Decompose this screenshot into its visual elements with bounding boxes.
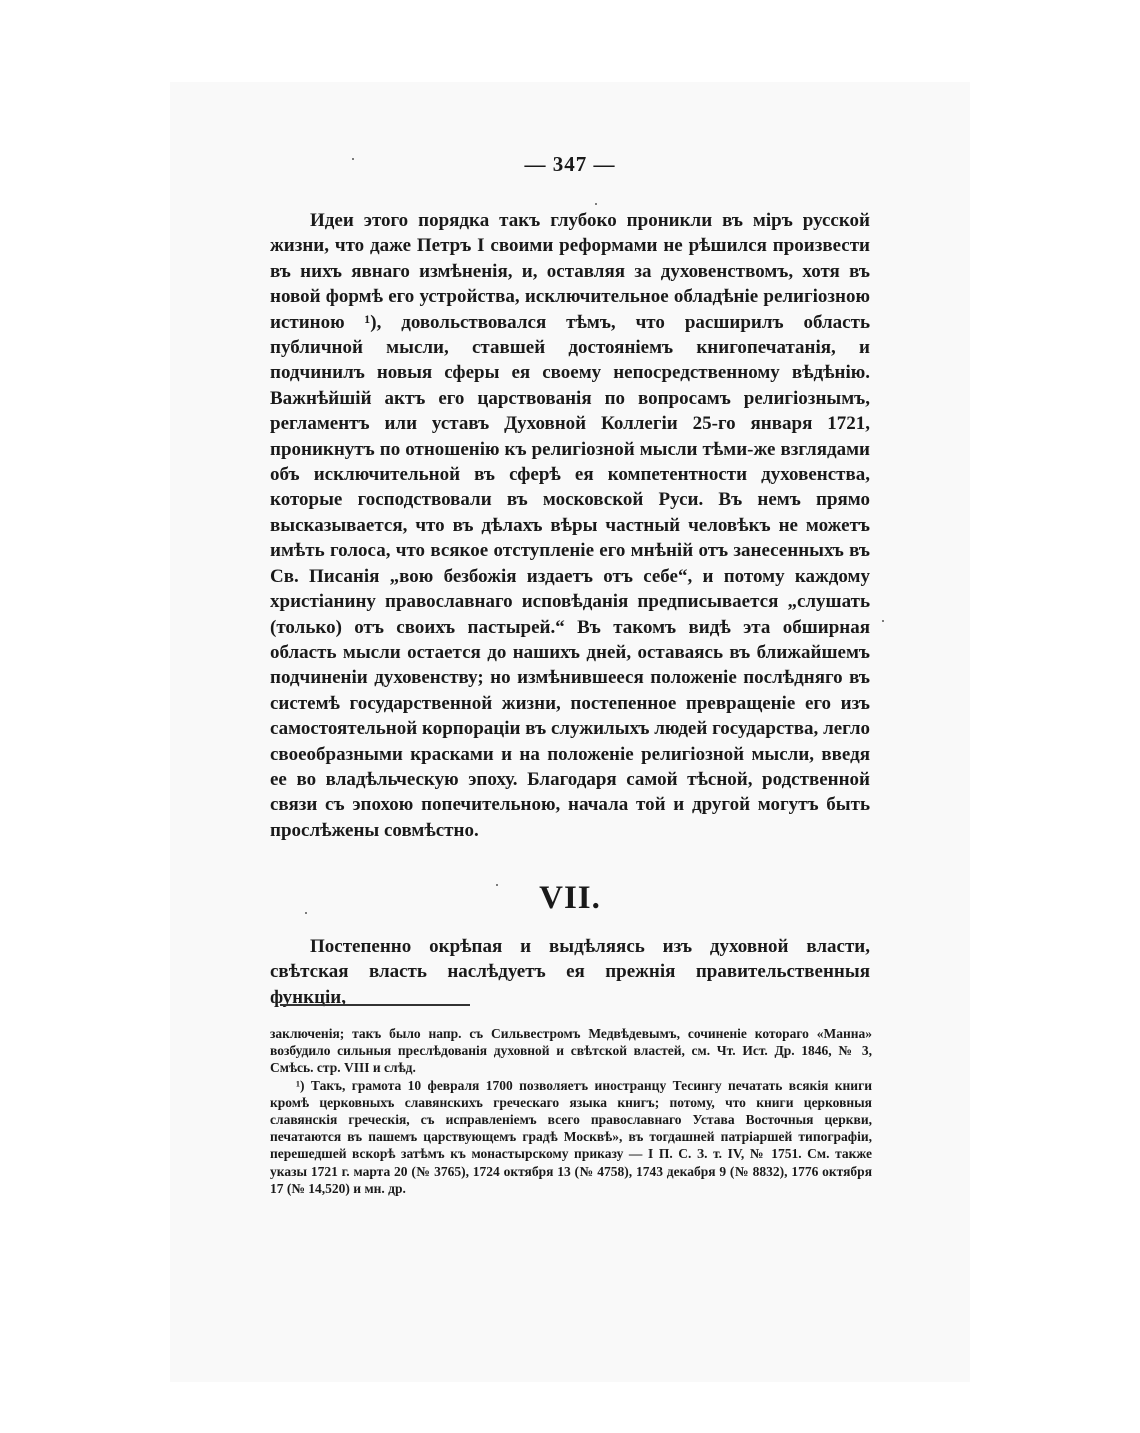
footnotes — [270, 1025, 872, 1197]
scan-speck — [305, 912, 307, 914]
main-text — [270, 208, 870, 843]
scan-speck — [595, 203, 597, 205]
scan-speck — [882, 620, 884, 622]
main-paragraph: Идеи этого порядка такъ глубоко проникли въ міръ русской жизни, что даже Петръ I своими реформами не рѣшился произвести въ нихъ явнаго измѣненія, и, оставляя за духовенствомъ, хотя въ новой формѣ его устройства, исключительное обладѣніе религіозною истиною ¹), довольствовался тѣмъ, что расширилъ область публичной мысли, ставшей достояніемъ книгопечатанія, и подчинилъ новыя сферы ея своему непосредственному вѣдѣнію. Важнѣйшій актъ его царствованія по вопросамъ религіознымъ, регламентъ или уставъ Духовной Коллегіи 25-го января 1721, проникнутъ по отношенію къ религіозной мысли тѣми-же взглядами объ исключительной въ сферѣ ея компетентности духовенства, которые господствовали въ московской Руси. Въ немъ прямо высказывается, что въ дѣлахъ вѣры частный человѣкъ не можетъ имѣть голоса, что всякое отступленіе его мнѣній отъ занесенныхъ въ Св. Писанія „вою безбожія издаетъ отъ себе“, и потому каждому христіанину православнаго исповѣданія предписывается „слушать (только) отъ своихъ пастырей.“ Въ такомъ видѣ эта обширная область мысли остается до нашихъ дней, оставаясь въ ближайшемъ подчиненіи духовенству; но измѣнившееся положеніе послѣдняго въ системѣ государственной жизни, постепенное превращеніе его изъ самостоятельной корпораціи въ служилыхъ людей государства, легло своеобразными красками и на положеніе религіозной мысли, введя ее во владѣльческую эпоху. Благодаря самой тѣсной, родственной связи съ эпохою попечительною, начала той и другой могутъ быть прослѣжены совмѣстно. — [270, 210, 870, 841]
footnote-continuation: заключенія; такъ было напр. съ Сильвестромъ Медвѣдевымъ, сочиненіе котораго «Манна» возбудило сильныя преслѣдованія духовной и свѣтской властей, см. Чт. Ист. Др. 1846, № 3, Смѣсь. стр. VIII и слѣд. — [270, 1026, 872, 1076]
section-paragraph: Постепенно окрѣпая и выдѣляясь изъ духовной власти, свѣтская власть наслѣдуетъ ея прежнія правительственныя функціи, — [270, 936, 870, 1008]
footnote-1: ¹) Такъ, грамота 10 февраля 1700 позволяетъ иностранцу Тесингу печатать всякія книги кромѣ церковныхъ славянскихъ греческаго языка книгъ; потому, что книги церковныя славянскія греческія, съ исправленіемъ всего православнаго Устава Восточныя церкви, печатаются въ пашемъ царствующемъ градѣ Москвѣ», въ тогдашней патріаршей типографіи, перешедшей вскорѣ затѣмъ къ монастырскому приказу — I П. С. З. т. IV, № 1751. См. также указы 1721 г. марта 20 (№ 3765), 1724 октября 13 (№ 4758), 1743 декабря 9 (№ 8832), 1776 октября 17 (№ 14,520) и мн. др. — [270, 1077, 872, 1196]
section-heading: VII. — [539, 880, 601, 916]
scan-speck — [496, 884, 498, 886]
page-number: — 347 — — [524, 152, 616, 176]
footnote-separator — [280, 1004, 470, 1006]
section-text — [270, 934, 870, 1010]
scan-speck — [352, 158, 354, 160]
